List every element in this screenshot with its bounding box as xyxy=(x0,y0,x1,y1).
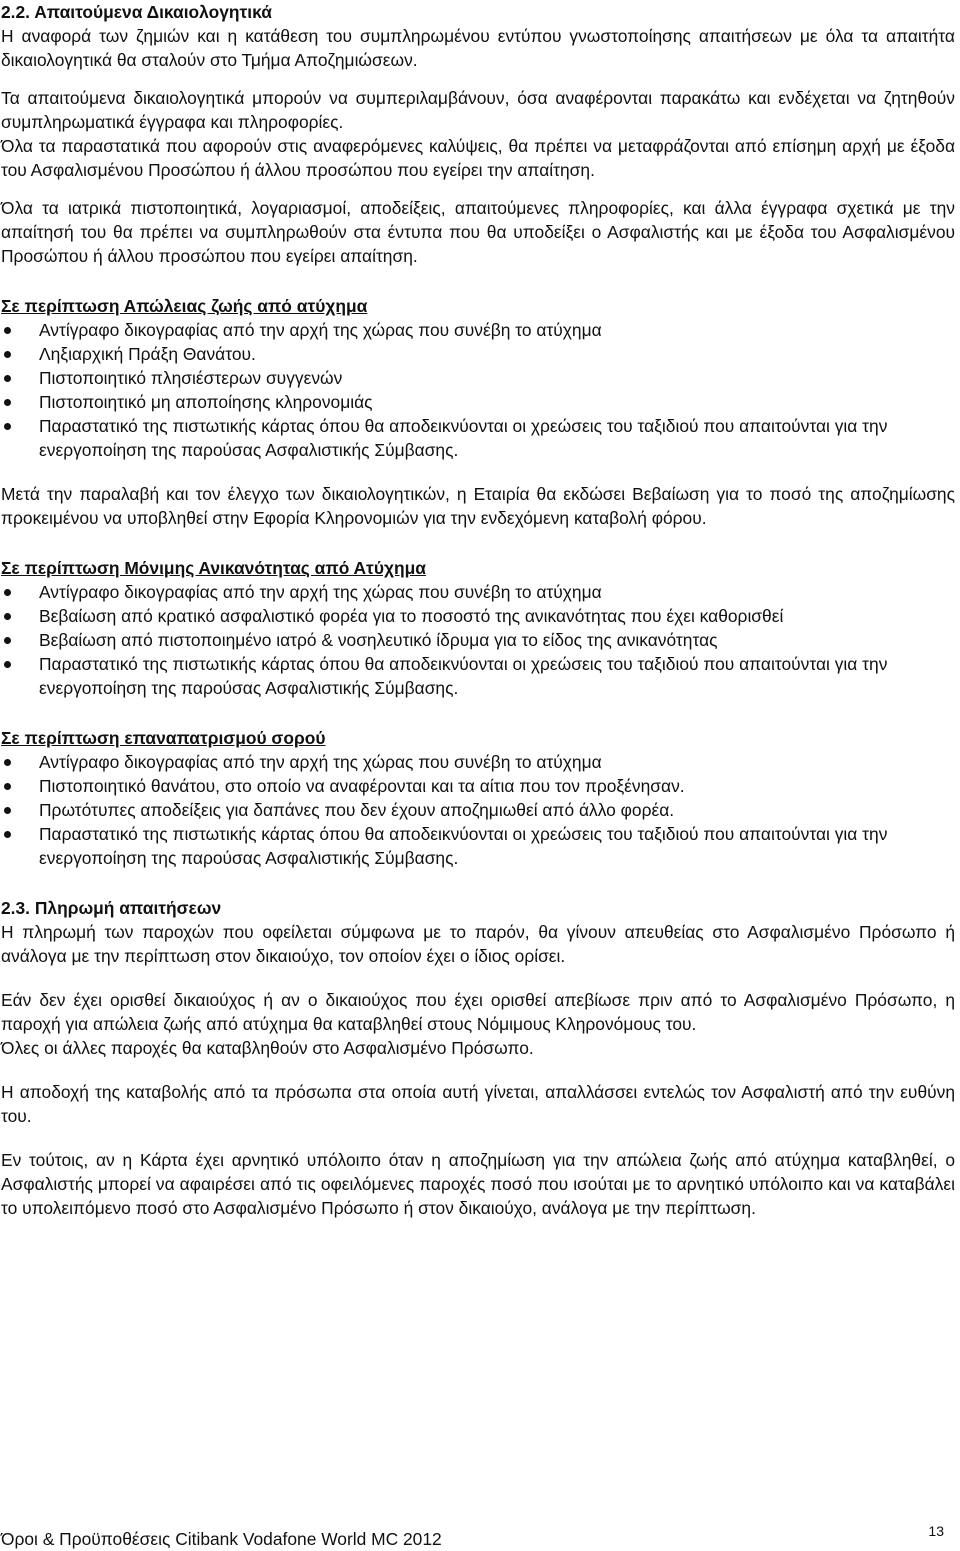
bullet-icon xyxy=(4,807,11,814)
bullet-icon xyxy=(4,589,11,596)
list-item: Ληξιαρχική Πράξη Θανάτου. xyxy=(1,342,955,366)
footer-title: Όροι & Προϋποθέσεις Citibank Vodafone World MC 2012 xyxy=(1,1529,442,1549)
section-heading-2-2: 2.2. Απαιτούμενα Δικαιολογητικά xyxy=(1,2,272,22)
bullet-icon xyxy=(4,423,11,430)
list-item: Παραστατικό της πιστωτικής κάρτας όπου θα αποδεικνύονται οι χρεώσεις του ταξιδιού που απαιτούνται για την ενεργοποίηση της παρούσας Ασφαλιστικής Σύμβασης. xyxy=(1,414,955,462)
bullet-icon xyxy=(4,661,11,668)
bullet-icon xyxy=(4,637,11,644)
paragraph-payment: Η πληρωμή των παροχών που οφείλεται σύμφωνα με το παρόν, θα γίνουν απευθείας στο Ασφαλισμένο Πρόσωπο ή ανάλογα με την περίπτωση στον δικαιούχο, τον οποίον έχει ο ίδιος ορίσει. xyxy=(1,922,955,966)
list-item: Πιστοποιητικό θανάτου, στο οποίο να αναφέρονται και τα αίτια που τον προξένησαν. xyxy=(1,774,955,798)
list-item: Αντίγραφο δικογραφίας από την αρχή της χώρας που συνέβη το ατύχημα xyxy=(1,750,955,774)
paragraph-claims-report: Η αναφορά των ζημιών και η κατάθεση του συμπληρωμένου εντύπου γνωστοποίησης απαιτήσεων με όλα τα απαιτήτα δικαιολογητικά θα σταλούν στο Τμήμα Αποζημιώσεων. xyxy=(1,26,955,70)
list-item: Πρωτότυπες αποδείξεις για δαπάνες που δεν έχουν αποζημιωθεί από άλλο φορέα. xyxy=(1,798,955,822)
page-number: 13 xyxy=(928,1523,944,1539)
repatriation-list xyxy=(1,750,955,870)
bullet-icon xyxy=(4,399,11,406)
paragraph-medical-certificates: Όλα τα ιατρικά πιστοποιητικά, λογαριασμοί, αποδείξεις, απαιτούμενες πληροφορίες, και άλλα έγγραφα σχετικά με την απαίτησή του θα πρέπει να συμπληρωθούν στα έντυπα που θα υποδείξει ο Ασφαλιστής και με έξοδα του Ασφαλισμένου Προσώπου ή άλλου προσώπου που εγείρει απαίτηση. xyxy=(1,198,955,266)
bullet-icon xyxy=(4,375,11,382)
paragraph-other-benefits: Όλες οι άλλες παροχές θα καταβληθούν στο Ασφαλισμένο Πρόσωπο. xyxy=(1,1038,534,1058)
list-item: Βεβαίωση από πιστοποιημένο ιατρό & νοσηλευτικό ίδρυμα για το είδος της ανικανότητας xyxy=(1,628,955,652)
paragraph-inheritance-tax: Μετά την παραλαβή και τον έλεγχο των δικαιολογητικών, η Εταιρία θα εκδώσει Βεβαίωση για το ποσό της αποζημίωσης προκειμένου να υποβληθεί στην Εφορία Κληρονομιών για την ενδεχόμενη καταβολή φόρου. xyxy=(1,484,955,528)
permanent-disability-list xyxy=(1,580,955,700)
paragraph-negative-balance: Εν τούτοις, αν η Κάρτα έχει αρνητικό υπόλοιπο όταν η αποζημίωση για την απώλεια ζωής από ατύχημα καταβληθεί, ο Ασφαλιστής μπορεί να αφαιρέσει από τις οφειλόμενες παροχές ποσό που ισούται με το αρνητικό υπόλοιπο και να καταβάλει το υπολειπόμενο ποσό στο Ασφαλισμένο Πρόσωπο ή στον δικαιούχο, ανάλογα με την περίπτωση. xyxy=(1,1150,955,1218)
accidental-death-heading: Σε περίπτωση Απώλειας ζωής από ατύχημα xyxy=(1,296,368,316)
repatriation-heading: Σε περίπτωση επαναπατρισμού σορού xyxy=(1,728,326,748)
bullet-icon xyxy=(4,351,11,358)
list-item: Αντίγραφο δικογραφίας από την αρχή της χώρας που συνέβη το ατύχημα xyxy=(1,318,955,342)
bullet-icon xyxy=(4,327,11,334)
document-page xyxy=(1,0,955,1220)
paragraph-translation: Όλα τα παραστατικά που αφορούν στις αναφερόμενες καλύψεις, θα πρέπει να μεταφράζονται από επίσημη αρχή με έξοδα του Ασφαλισμένου Προσώπου ή άλλου προσώπου που εγείρει την απαίτηση. xyxy=(1,136,955,180)
section-heading-2-3: 2.3. Πληρωμή απαιτήσεων xyxy=(1,898,222,918)
paragraph-acceptance: Η αποδοχή της καταβολής από τα πρόσωπα στα οποία αυτή γίνεται, απαλλάσσει εντελώς τον Ασφαλιστή από την ευθύνη του. xyxy=(1,1082,955,1126)
list-item: Παραστατικό της πιστωτικής κάρτας όπου θα αποδεικνύονται οι χρεώσεις του ταξιδιού που απαιτούνται για την ενεργοποίηση της παρούσας Ασφαλιστικής Σύμβασης. xyxy=(1,652,955,700)
paragraph-no-beneficiary: Εάν δεν έχει ορισθεί δικαιούχος ή αν ο δικαιούχος που έχει ορισθεί απεβίωσε πριν από το Ασφαλισμένο Πρόσωπο, η παροχή για απώλεια ζωής από ατύχημα θα καταβληθεί στους Νόμιμους Κληρονόμους του. xyxy=(1,990,955,1034)
bullet-icon xyxy=(4,759,11,766)
paragraph-required-docs: Τα απαιτούμενα δικαιολογητικά μπορούν να συμπεριλαμβάνουν, όσα αναφέρονται παρακάτω και ενδέχεται να ζητηθούν συμπληρωματικά έγγραφα και πληροφορίες. xyxy=(1,88,955,132)
list-item: Παραστατικό της πιστωτικής κάρτας όπου θα αποδεικνύονται οι χρεώσεις του ταξιδιού που απαιτούνται για την ενεργοποίηση της παρούσας Ασφαλιστικής Σύμβασης. xyxy=(1,822,955,870)
list-item: Πιστοποιητικό πλησιέστερων συγγενών xyxy=(1,366,955,390)
list-item: Πιστοποιητικό μη αποποίησης κληρονομιάς xyxy=(1,390,955,414)
list-item: Βεβαίωση από κρατικό ασφαλιστικό φορέα για το ποσοστό της ανικανότητας που έχει καθορισθεί xyxy=(1,604,955,628)
permanent-disability-heading: Σε περίπτωση Μόνιμης Ανικανότητας από Ατύχημα xyxy=(1,558,426,578)
bullet-icon xyxy=(4,831,11,838)
accidental-death-list xyxy=(1,318,955,462)
bullet-icon xyxy=(4,613,11,620)
list-item: Αντίγραφο δικογραφίας από την αρχή της χώρας που συνέβη το ατύχημα xyxy=(1,580,955,604)
bullet-icon xyxy=(4,783,11,790)
